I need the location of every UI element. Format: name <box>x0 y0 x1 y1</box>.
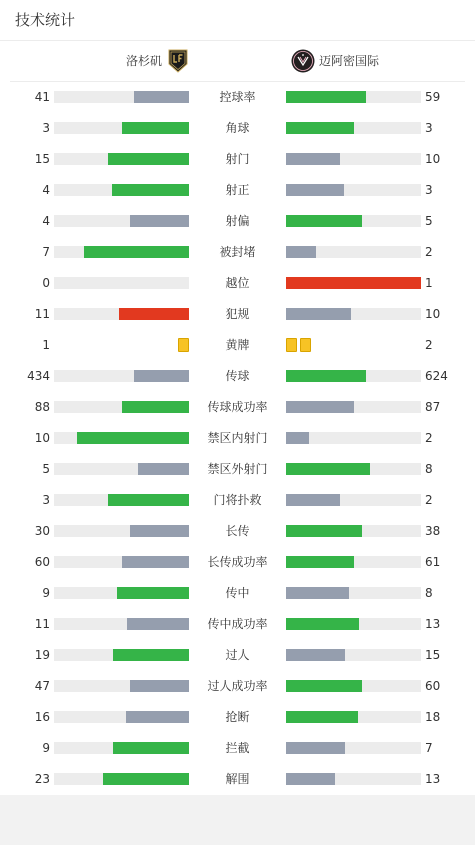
inter-miami-crest-icon <box>291 49 315 73</box>
away-bar-track <box>286 618 421 630</box>
home-stat-value: 9 <box>42 586 50 600</box>
home-bar-track <box>54 463 189 475</box>
away-stat-value: 13 <box>425 617 441 631</box>
home-stat-value: 9 <box>42 741 50 755</box>
away-bar <box>286 122 354 134</box>
home-team[interactable] <box>126 49 188 73</box>
away-stat-value: 38 <box>425 524 441 538</box>
away-stat-value: 61 <box>425 555 441 569</box>
yellow-card-icon <box>178 338 189 352</box>
home-bar-track <box>54 432 189 444</box>
stat-label: 禁区外射门 <box>207 462 268 476</box>
home-bar <box>130 525 189 537</box>
stat-row <box>0 299 475 330</box>
teams-header <box>10 41 465 82</box>
away-bar-track <box>286 432 421 444</box>
stat-label: 越位 <box>225 276 250 290</box>
away-stat-value: 10 <box>425 307 441 321</box>
home-bar-track <box>54 153 189 165</box>
away-bar-track <box>286 711 421 723</box>
stat-label: 禁区内射门 <box>207 431 268 445</box>
home-bar-track <box>54 742 189 754</box>
away-stat-value: 87 <box>425 400 441 414</box>
away-bar-track <box>286 649 421 661</box>
stat-label: 过人 <box>225 648 250 662</box>
home-bar <box>130 215 189 227</box>
away-bar <box>286 742 345 754</box>
home-stat-value: 30 <box>34 524 50 538</box>
home-bar-track <box>54 246 189 258</box>
home-bar <box>84 246 189 258</box>
stat-label: 黄牌 <box>225 338 250 352</box>
stat-label: 门将扑救 <box>213 493 262 507</box>
away-bar <box>286 153 340 165</box>
home-bar-track <box>54 184 189 196</box>
stat-row <box>0 609 475 640</box>
home-stat-value: 7 <box>42 245 50 259</box>
stat-row <box>0 144 475 175</box>
away-bar <box>286 773 335 785</box>
away-bar-track <box>286 463 421 475</box>
away-bar <box>286 308 351 320</box>
away-bar <box>286 215 362 227</box>
stat-row <box>0 237 475 268</box>
away-bar <box>286 556 354 568</box>
home-cards <box>178 338 189 352</box>
stat-label: 过人成功率 <box>207 679 268 693</box>
stat-label: 抢断 <box>225 710 250 724</box>
away-stat-value: 2 <box>425 245 433 259</box>
stat-row <box>0 671 475 702</box>
home-bar <box>103 773 189 785</box>
away-stat-value: 15 <box>425 648 441 662</box>
away-bar-track <box>286 153 421 165</box>
away-bar <box>286 618 359 630</box>
home-stat-value: 3 <box>42 493 50 507</box>
away-bar-track <box>286 494 421 506</box>
away-bar-track <box>286 308 421 320</box>
home-bar <box>127 618 189 630</box>
away-bar-track <box>286 525 421 537</box>
home-bar <box>108 153 189 165</box>
home-bar <box>130 680 189 692</box>
home-stat-value: 19 <box>34 648 50 662</box>
stat-label: 射偏 <box>225 214 250 228</box>
home-stat-value: 15 <box>34 152 50 166</box>
home-bar <box>134 370 189 382</box>
stat-row <box>0 206 475 237</box>
home-bar <box>77 432 189 444</box>
stat-label: 传球成功率 <box>207 400 268 414</box>
home-bar-track <box>54 308 189 320</box>
stat-row <box>0 764 475 795</box>
away-bar-track <box>286 246 421 258</box>
stat-row <box>0 640 475 671</box>
away-stat-value: 18 <box>425 710 441 724</box>
away-bar <box>286 370 366 382</box>
away-stat-value: 2 <box>425 431 433 445</box>
away-stat-value: 2 <box>425 338 433 352</box>
away-bar <box>286 680 362 692</box>
home-stat-value: 10 <box>34 431 50 445</box>
stat-row <box>0 175 475 206</box>
away-stat-value: 2 <box>425 493 433 507</box>
away-bar <box>286 277 421 289</box>
home-stat-value: 5 <box>42 462 50 476</box>
away-stat-value: 10 <box>425 152 441 166</box>
home-stat-value: 3 <box>42 121 50 135</box>
home-bar <box>117 587 189 599</box>
home-bar <box>122 401 190 413</box>
home-bar <box>113 649 189 661</box>
stat-label: 射门 <box>225 152 250 166</box>
stat-label: 长传成功率 <box>207 555 268 569</box>
home-stat-value: 4 <box>42 183 50 197</box>
home-bar-track <box>54 215 189 227</box>
away-bar <box>286 649 345 661</box>
stat-row <box>0 547 475 578</box>
section-title: 技术统计 <box>15 11 76 29</box>
stat-label: 犯规 <box>225 307 250 321</box>
away-bar-track <box>286 587 421 599</box>
away-bar-track <box>286 556 421 568</box>
away-bar <box>286 587 349 599</box>
home-bar <box>112 184 189 196</box>
home-bar-track <box>54 525 189 537</box>
home-bar-track <box>54 494 189 506</box>
away-team-name: 迈阿密国际 <box>319 54 380 68</box>
yellow-card-icon <box>286 338 297 352</box>
stat-row <box>0 454 475 485</box>
home-bar <box>138 463 189 475</box>
stat-row <box>0 361 475 392</box>
stat-label: 传中成功率 <box>207 617 268 631</box>
away-bar <box>286 184 344 196</box>
stat-row <box>0 330 475 361</box>
home-stat-value: 60 <box>34 555 50 569</box>
home-stat-value: 16 <box>34 710 50 724</box>
stats-list <box>0 82 475 795</box>
home-bar-track <box>54 556 189 568</box>
away-bar <box>286 91 366 103</box>
home-stat-value: 1 <box>42 338 50 352</box>
away-bar-track <box>286 370 421 382</box>
home-bar-track <box>54 587 189 599</box>
home-stat-value: 434 <box>27 369 50 383</box>
home-bar-track <box>54 711 189 723</box>
away-bar-track <box>286 122 421 134</box>
away-cards <box>286 338 311 352</box>
home-stat-value: 11 <box>34 307 50 321</box>
away-stat-value: 3 <box>425 183 433 197</box>
stat-row <box>0 578 475 609</box>
home-bar <box>122 122 190 134</box>
away-stat-value: 8 <box>425 586 433 600</box>
away-bar <box>286 246 316 258</box>
home-stat-value: 23 <box>34 772 50 786</box>
away-stat-value: 13 <box>425 772 441 786</box>
home-bar-track <box>54 370 189 382</box>
home-stat-value: 11 <box>34 617 50 631</box>
away-bar-track <box>286 680 421 692</box>
stat-row <box>0 113 475 144</box>
away-stat-value: 7 <box>425 741 433 755</box>
home-stat-value: 4 <box>42 214 50 228</box>
stat-row <box>0 485 475 516</box>
away-bar-track <box>286 91 421 103</box>
home-bar-track <box>54 680 189 692</box>
home-bar-track <box>54 401 189 413</box>
away-bar-track <box>286 215 421 227</box>
away-bar-track <box>286 773 421 785</box>
away-bar <box>286 494 340 506</box>
stat-label: 控球率 <box>219 90 256 104</box>
home-stat-value: 0 <box>42 276 50 290</box>
home-stat-value: 47 <box>34 679 50 693</box>
away-team[interactable] <box>291 49 379 73</box>
stat-row <box>0 392 475 423</box>
away-bar <box>286 525 362 537</box>
home-bar-track <box>54 277 189 289</box>
stat-label: 射正 <box>225 183 250 197</box>
stat-label: 长传 <box>225 524 250 538</box>
stat-row <box>0 733 475 764</box>
stat-row <box>0 423 475 454</box>
away-bar <box>286 401 354 413</box>
away-stat-value: 3 <box>425 121 433 135</box>
away-bar-track <box>286 742 421 754</box>
away-stat-value: 5 <box>425 214 433 228</box>
stat-label: 被封堵 <box>219 245 256 259</box>
lafc-crest-icon <box>168 49 188 73</box>
stat-label: 角球 <box>225 121 250 135</box>
away-stat-value: 8 <box>425 462 433 476</box>
away-bar <box>286 432 309 444</box>
stat-label: 传球 <box>225 369 250 383</box>
home-bar <box>108 494 189 506</box>
away-stat-value: 60 <box>425 679 441 693</box>
home-bar-track <box>54 122 189 134</box>
stat-row <box>0 702 475 733</box>
away-bar <box>286 711 358 723</box>
stat-row <box>0 268 475 299</box>
stat-label: 传中 <box>225 586 250 600</box>
home-bar <box>122 556 190 568</box>
home-bar-track <box>54 618 189 630</box>
home-bar <box>119 308 189 320</box>
home-bar <box>113 742 189 754</box>
away-bar-track <box>286 277 421 289</box>
away-stat-value: 1 <box>425 276 433 290</box>
home-bar-track <box>54 91 189 103</box>
stat-label: 解围 <box>225 772 250 786</box>
home-bar-track <box>54 649 189 661</box>
home-team-name: 洛杉矶 <box>125 54 162 68</box>
stat-label: 拦截 <box>225 741 250 755</box>
home-bar-track <box>54 773 189 785</box>
home-bar <box>134 91 189 103</box>
away-bar-track <box>286 184 421 196</box>
away-stat-value: 59 <box>425 90 441 104</box>
away-bar <box>286 463 370 475</box>
stat-row <box>0 516 475 547</box>
stat-row <box>0 82 475 113</box>
away-stat-value: 624 <box>425 369 448 383</box>
home-bar <box>126 711 189 723</box>
home-stat-value: 88 <box>34 400 50 414</box>
yellow-card-icon <box>300 338 311 352</box>
away-bar-track <box>286 401 421 413</box>
home-stat-value: 41 <box>34 90 50 104</box>
